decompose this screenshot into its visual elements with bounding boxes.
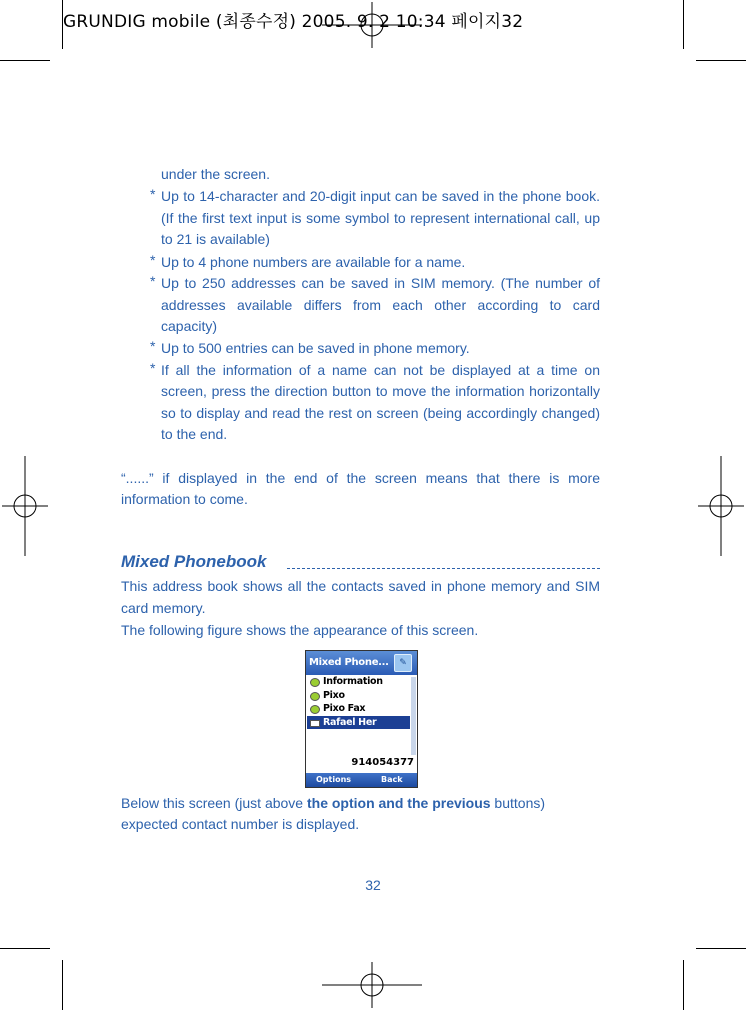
bullet-4-line-1: Up to 500 entries can be saved in phone memory. [161,340,470,356]
bullet-5-line-2: screen, press the direction button to move the information horizontally [161,383,600,399]
list-item-selected [307,716,410,730]
figure-intro: The following figure shows the appearance of this screen. [121,622,479,638]
bullet-3-line-3: capacity) [161,318,218,334]
bullet-marker: * [150,360,156,376]
bullet-1-line-1: Up to 14-character and 20-digit input can be saved in the phone book. [161,188,600,204]
back-softkey: Back [381,775,403,784]
contact-icon [310,678,320,687]
phone-screen-figure [305,650,418,788]
ellipsis-note-line-1: “......” if displayed in the end of the screen means that there is more [121,470,600,486]
contact-icon [310,692,320,701]
below-text-prefix: Below this screen (just above [121,795,307,811]
crop-mark [62,960,63,1010]
section-paragraph-line-2: card memory. [121,600,206,616]
continuation-line: under the screen. [161,166,270,182]
options-softkey: Options [316,775,352,784]
ellipsis-note-line-2: information to come. [121,491,248,507]
phone-scrollbar [411,677,416,755]
phonebook-icon: ✎ [394,654,412,672]
registration-mark-right [698,456,744,556]
list-item-label: Information [323,676,383,687]
crop-mark [683,960,684,1010]
list-item-label: Pixo Fax [323,703,366,714]
crop-mark [0,60,50,61]
bullet-2-line-1: Up to 4 phone numbers are available for a name. [161,254,466,270]
list-item [307,675,410,689]
phone-number: 914054377 [351,757,414,768]
heading-rule [287,568,600,569]
sim-card-icon [310,720,320,727]
bullet-marker: * [150,338,156,354]
phone-title-bar [306,651,417,675]
crop-mark [0,948,50,949]
bullet-marker: * [150,252,156,268]
phone-title: Mixed Phone... [309,657,389,668]
crop-mark [683,0,684,49]
list-item [307,689,410,703]
phone-contact-list [307,675,410,729]
registration-mark-bottom [322,962,422,1008]
below-text-line-2: expected contact number is displayed. [121,816,360,832]
registration-mark-left [2,456,48,556]
page-number: 32 [365,877,381,893]
contact-icon [310,705,320,714]
crop-mark [696,60,746,61]
below-text-suffix: buttons) [490,795,546,811]
bullet-3-line-1: Up to 250 addresses can be saved in SIM memory. (The number of [161,275,600,291]
list-item [307,702,410,716]
below-text-bold: the option and the previous [306,795,491,811]
below-text-line-1 [121,793,545,815]
section-title: Mixed Phonebook [121,552,267,571]
bullet-3-line-2: addresses available differs from each other according to card [161,297,600,313]
print-slug-header: GRUNDIG mobile (최종수정) 2005. 9. 2 10:34 페이지32 [63,12,524,32]
bullet-1-line-3: to 21 is available) [161,231,270,247]
crop-mark [696,948,746,949]
list-item-label: Rafael Her [323,716,377,728]
bullet-5-line-1: If all the information of a name can not be displayed at a time on [161,362,600,378]
bullet-marker: * [150,273,156,289]
bullet-1-line-2: (If the first text input is some symbol to represent international call, up [161,210,600,226]
section-paragraph-line-1: This address book shows all the contacts saved in phone memory and SIM [121,578,600,594]
bullet-5-line-3: so to display and read the rest on screen (being accordingly changed) [161,405,600,421]
phone-softkey-bar [306,773,417,787]
bullet-marker: * [150,186,156,202]
list-item-label: Pixo [323,689,345,701]
bullet-5-line-4: to the end. [161,426,228,442]
